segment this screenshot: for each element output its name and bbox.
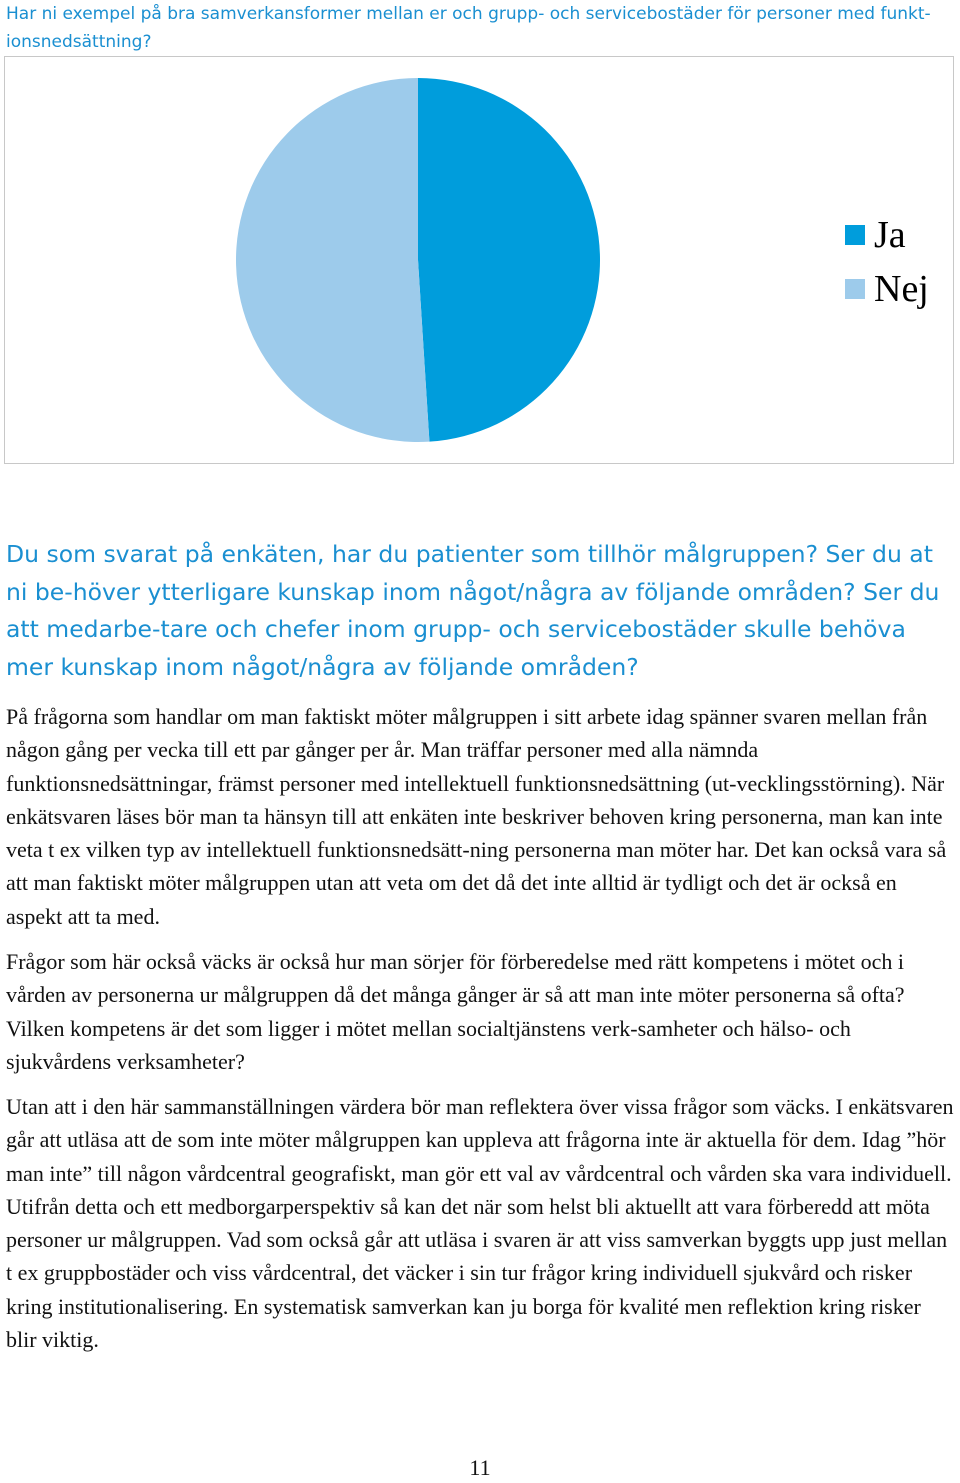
section-heading: Du som svarat på enkäten, har du patienter som tillhör målgruppen? Ser du at ni be-höver ytterligare kunskap inom något/några av följande områden? Ser du att medarbe-tare och chefer inom grupp- och servicebostäder skulle behöva mer kunskap inom något/några av följande områden?	[6, 540, 940, 681]
legend-item-ja	[845, 213, 906, 257]
pie-slice-nej	[236, 78, 429, 442]
pie-chart	[5, 57, 953, 463]
legend-label-nej: Nej	[874, 268, 929, 310]
legend-swatch-nej	[845, 279, 865, 299]
legend-item-nej	[845, 267, 929, 311]
legend-label-ja: Ja	[874, 214, 906, 256]
paragraph-2: Frågor som här också väcks är också hur man sörjer för förberedelse med rätt kompetens i mötet och i vården av personerna ur målgruppen då det många gånger är så att man inte möter personerna så ofta? Vilken kompetens är det som ligger i mötet mellan socialtjänstens verk-samheter och hälso- och sjukvårdens verksamheter?	[6, 949, 905, 1074]
paragraph-3: Utan att i den här sammanställningen värdera bör man reflektera över vissa frågor som väcks. I enkätsvaren går att utläsa att de som inte möter målgruppen kan uppleva att frågorna inte är aktuella för dem. Idag ”hör man inte” till någon vårdcentral geografiskt, man gör ett val av vårdcentral och vården ska vara individuell. Utifrån detta och ett medborgarperspektiv så kan det när som helst bli aktuellt att vara förberedd att möta personer ur målgruppen. Vad som också går att utläsa i svaren är att viss samverkan byggts upp just mellan t ex gruppbostäder och viss vårdcentral, det väcker i sin tur frågor kring individuell sjukvård och risker kring institutionalisering. En systematisk samverkan kan ju borga för kvalité men reflektion kring risker blir viktig.	[6, 1094, 954, 1353]
pie-slice-ja	[418, 78, 600, 442]
question-heading: Har ni exempel på bra samverkansformer mellan er och grupp- och servicebostäder för personer med funkt-ionsnedsättning?	[6, 4, 931, 52]
legend-swatch-ja	[845, 225, 865, 245]
paragraph-1: På frågorna som handlar om man faktiskt möter målgruppen i sitt arbete idag spänner svaren mellan från någon gång per vecka till ett par gånger per år. Man träffar personer med alla nämnda funktionsnedsättningar, främst personer med intellektuell funktionsnedsättning (ut-vecklingsstörning). När enkätsvaren läses bör man ta hänsyn till att enkäten inte beskriver behoven kring personerna, man kan inte veta t ex vilken typ av intellektuell funktionsnedsätt-ning personerna man möter har. Det kan också vara så att man faktiskt möter målgruppen utan att veta om det då det inte alltid är tydligt och det är också en aspekt att ta med.	[6, 704, 947, 929]
page-number: 11	[469, 1455, 491, 1480]
pie-chart-frame	[4, 56, 954, 464]
